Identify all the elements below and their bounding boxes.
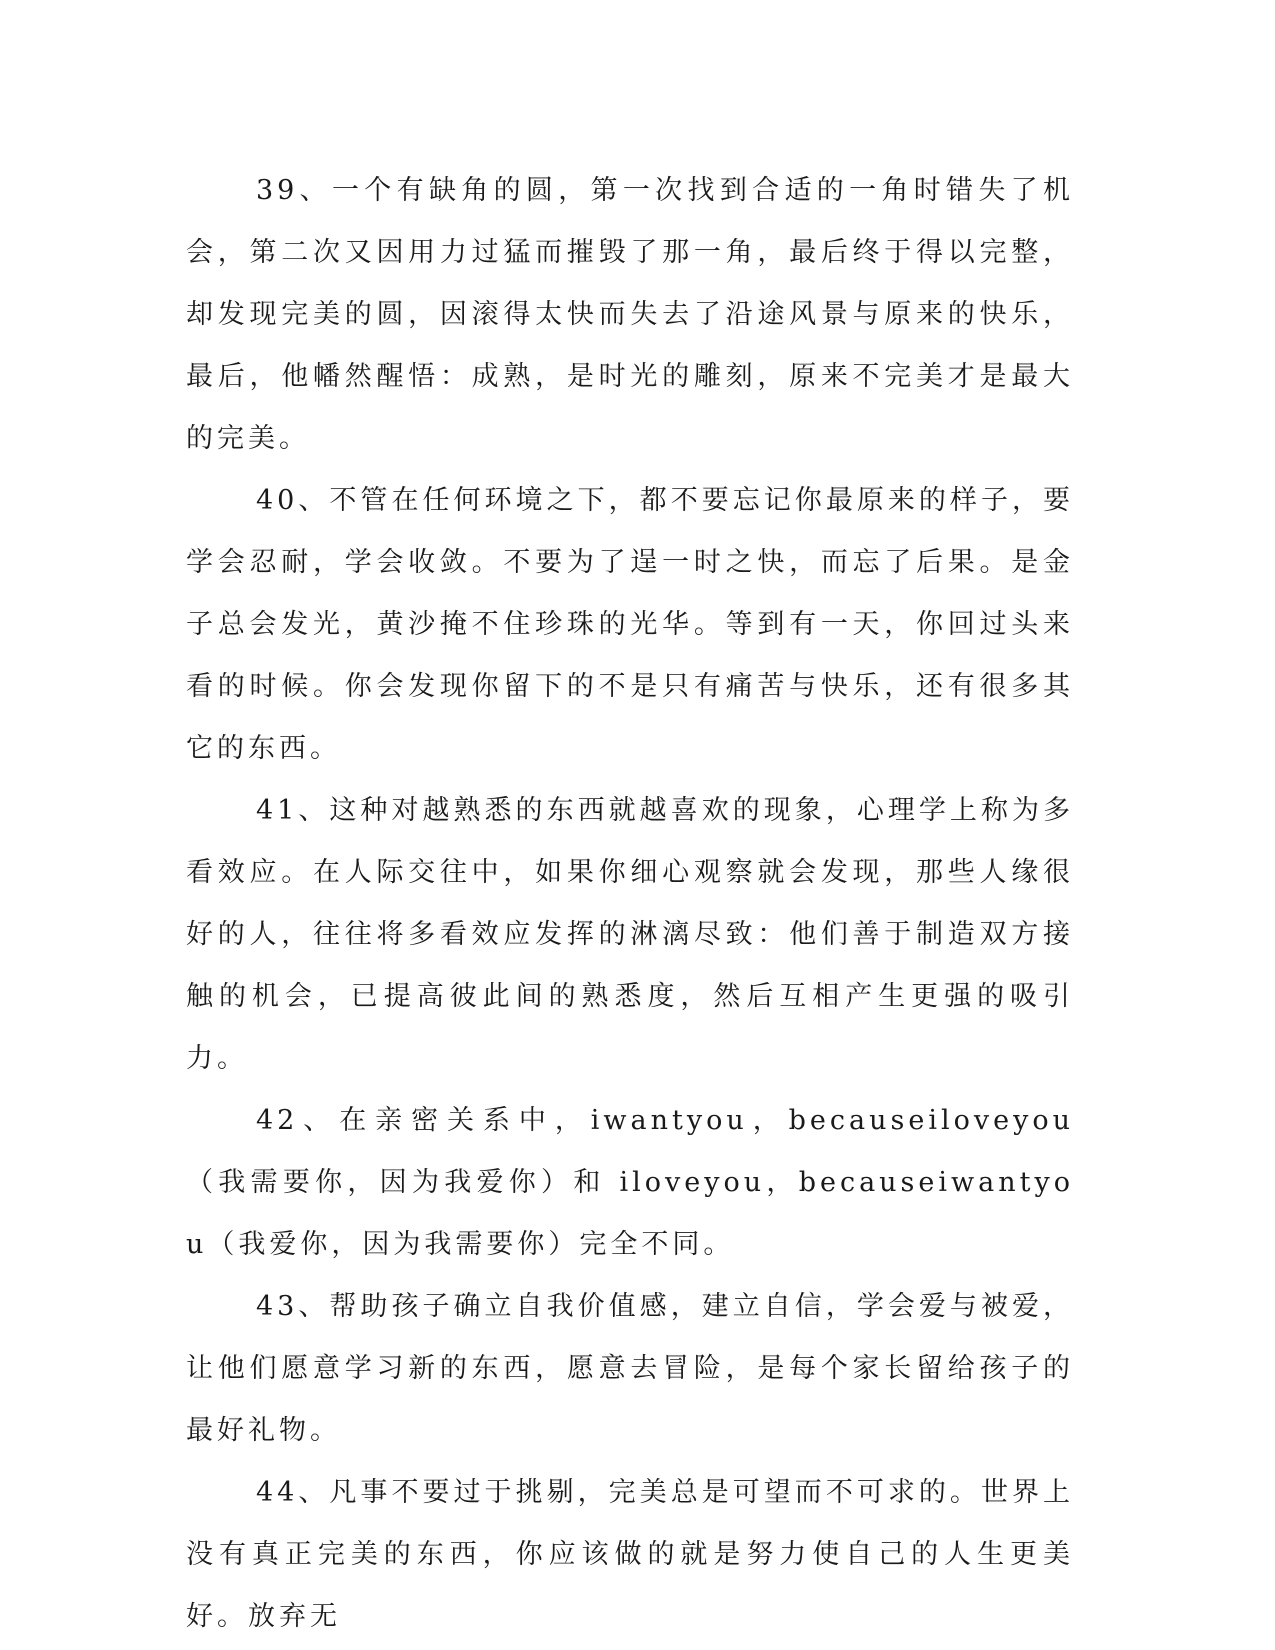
paragraph-41: 41、这种对越熟悉的东西就越喜欢的现象，心理学上称为多看效应。在人际交往中，如果你细心观察就会发现，那些人缘很好的人，往往将多看效应发挥的淋漓尽致：他们善于制造双方接触的机会，已提高彼此间的熟悉度，然后互相产生更强的吸引力。 (186, 795, 1074, 1074)
paragraph-40: 40、不管在任何环境之下，都不要忘记你最原来的样子，要学会忍耐，学会收敛。不要为了逞一时之快，而忘了后果。是金子总会发光，黄沙掩不住珍珠的光华。等到有一天，你回过头来看的时候。你会发现你留下的不是只有痛苦与快乐，还有很多其它的东西。 (186, 485, 1074, 764)
paragraph-43: 43、帮助孩子确立自我价值感，建立自信，学会爱与被爱，让他们愿意学习新的东西，愿意去冒险，是每个家长留给孩子的最好礼物。 (186, 1291, 1074, 1446)
paragraph-44: 44、凡事不要过于挑剔，完美总是可望而不可求的。世界上没有真正完美的东西，你应该做的就是努力使自己的人生更美好。放弃无 (186, 1477, 1074, 1632)
paragraph-39: 39、一个有缺角的圆，第一次找到合适的一角时错失了机会，第二次又因用力过猛而摧毁了那一角，最后终于得以完整，却发现完美的圆，因滚得太快而失去了沿途风景与原来的快乐，最后，他幡然醒悟：成熟，是时光的雕刻，原来不完美才是最大的完美。 (186, 175, 1074, 454)
document-body (186, 160, 1074, 1648)
paragraph-42: 42、在亲密关系中，iwantyou，becauseiloveyou（我需要你，因为我爱你）和 iloveyou，becauseiwantyou（我爱你，因为我需要你）完全不同。 (186, 1105, 1074, 1260)
